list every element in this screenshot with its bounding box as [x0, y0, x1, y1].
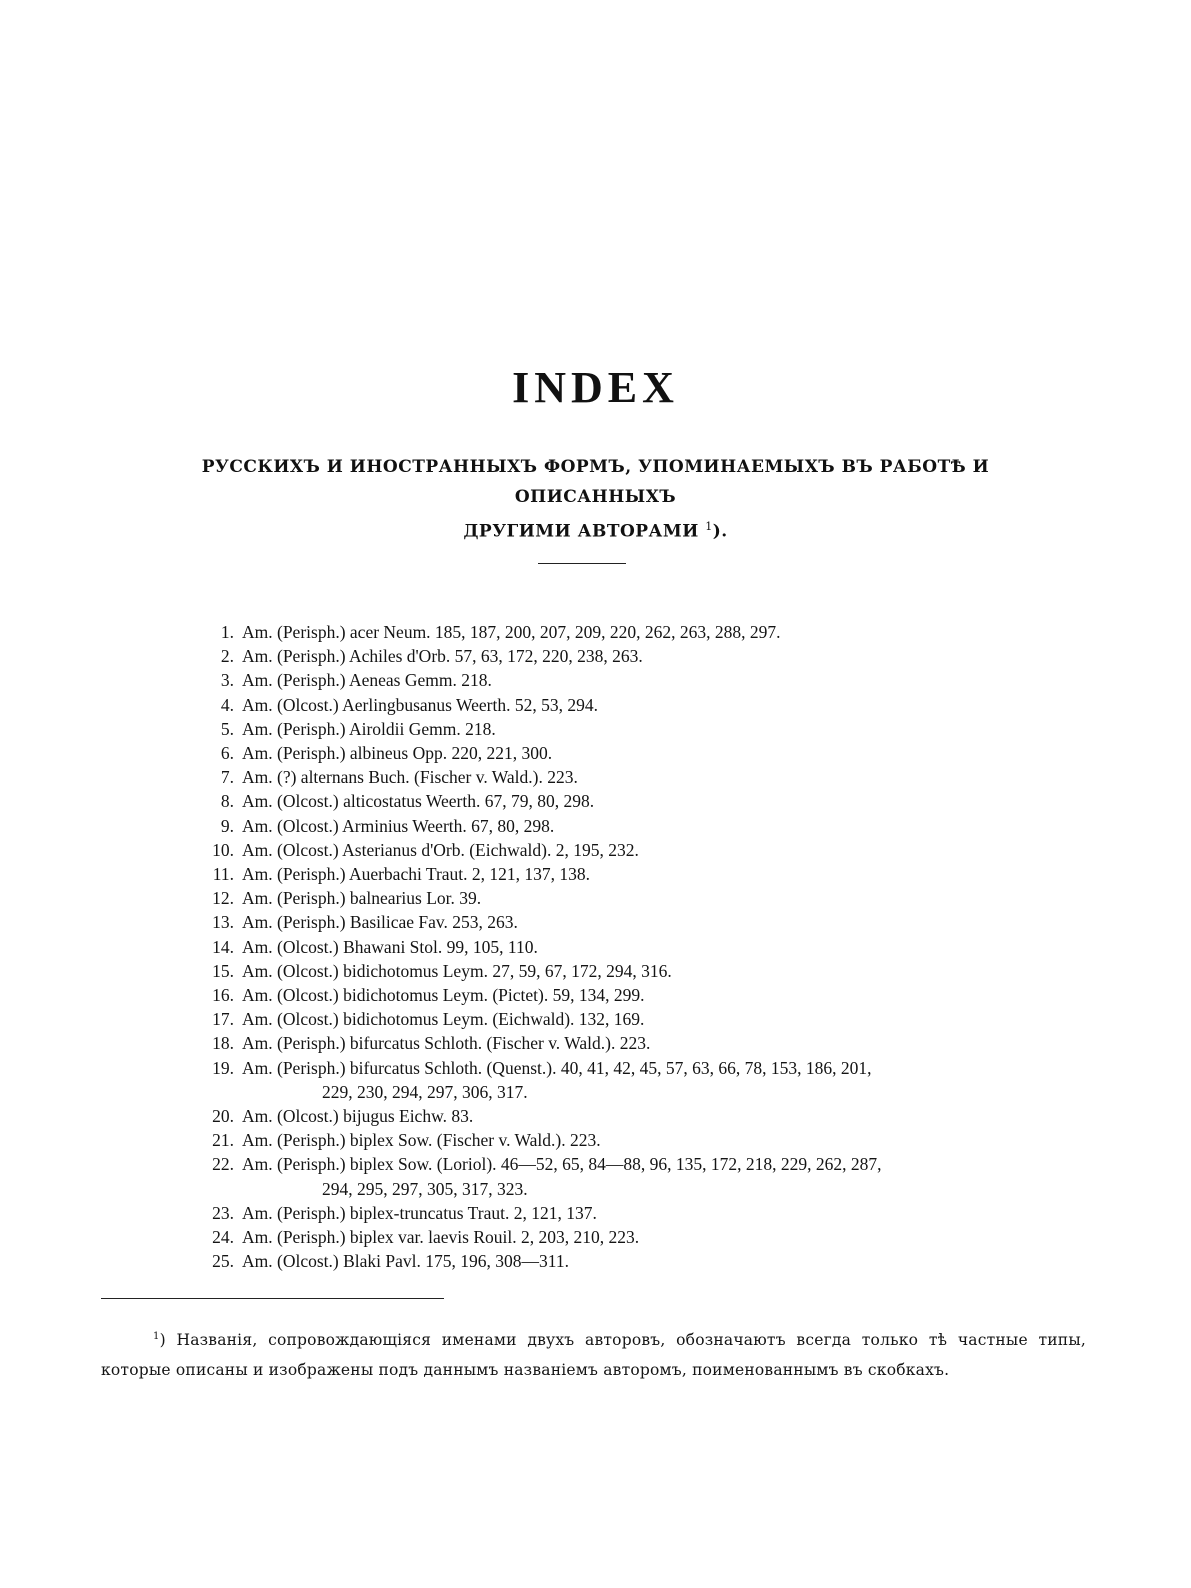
footnote — [101, 1322, 1086, 1385]
entry-text: Am. (Olcost.) alticostatus Weerth. 67, 79, 80, 298. — [242, 791, 595, 812]
index-entry — [200, 1201, 1090, 1225]
entry-number: 9. — [220, 815, 234, 836]
index-list — [200, 620, 1090, 1273]
index-entry — [200, 644, 1090, 668]
subtitle-line-2-text: ДРУГИМИ АВТОРАМИ — [463, 521, 699, 542]
index-entry — [200, 886, 1090, 910]
entry-body — [234, 838, 1090, 862]
entry-text: Am. (Perisph.) Aeneas Gemm. 218. — [242, 670, 492, 691]
entry-text: Am. (Olcost.) Asterianus d'Orb. (Eichwald). 2, 195, 232. — [242, 839, 639, 860]
entry-body — [234, 1031, 1090, 1055]
entry-text: Am. (Olcost.) Aerlingbusanus Weerth. 52, 53, 294. — [242, 694, 598, 715]
entry-text: Am. (Perisph.) biplex-truncatus Traut. 2, 121, 137. — [242, 1202, 597, 1223]
entry-number: 14. — [212, 936, 234, 957]
entry-body — [234, 741, 1090, 765]
index-entry — [200, 789, 1090, 813]
entry-continuation: 294, 295, 297, 305, 317, 323. — [322, 1178, 528, 1199]
entry-number: 15. — [212, 960, 234, 981]
subtitle — [140, 452, 1051, 547]
entry-text: Am. (Perisph.) biplex var. laevis Rouil. 2, 203, 210, 223. — [242, 1227, 640, 1248]
index-entry — [200, 717, 1090, 741]
index-entry — [200, 1007, 1090, 1031]
entry-number: 10. — [212, 839, 234, 860]
entry-body — [234, 1225, 1090, 1249]
entry-text: Am. (Olcost.) Bhawani Stol. 99, 105, 110. — [242, 936, 538, 957]
entry-text: Am. (Perisph.) bifurcatus Schloth. (Fischer v. Wald.). 223. — [242, 1033, 651, 1054]
entry-number: 11. — [212, 864, 234, 885]
entry-body — [234, 668, 1090, 692]
footnote-mark: 1 — [153, 1331, 160, 1342]
entry-text: Am. (Perisph.) Auerbachi Traut. 2, 121, 137, 138. — [242, 864, 591, 885]
entry-text: Am. (Perisph.) acer Neum. 185, 187, 200, 207, 209, 220, 262, 263, 288, 297. — [242, 622, 781, 642]
entry-text: Am. (Olcost.) bidichotomus Leym. (Pictet). 59, 134, 299. — [242, 985, 645, 1006]
index-entry — [200, 668, 1090, 692]
entry-number: 13. — [212, 912, 234, 933]
index-entry — [200, 910, 1090, 934]
index-entry — [200, 1031, 1090, 1055]
entry-body — [234, 983, 1090, 1007]
entry-text: Am. (Perisph.) biplex Sow. (Loriol). 46—52, 65, 84—88, 96, 135, 172, 218, 229, 262, 287, — [242, 1154, 882, 1175]
entry-number: 4. — [220, 694, 234, 715]
entry-body — [234, 717, 1090, 741]
entry-number: 1. — [220, 622, 234, 642]
entry-continuation: 229, 230, 294, 297, 306, 317. — [322, 1081, 528, 1102]
entry-number: 18. — [212, 1033, 234, 1054]
entry-number: 20. — [212, 1106, 234, 1127]
entry-text: Am. (Perisph.) biplex Sow. (Fischer v. Wald.). 223. — [242, 1130, 601, 1151]
index-entry — [200, 693, 1090, 717]
entry-text: Am. (Olcost.) Arminius Weerth. 67, 80, 298. — [242, 815, 555, 836]
entry-body — [234, 1056, 1090, 1104]
index-entry — [200, 814, 1090, 838]
index-entry — [200, 741, 1090, 765]
entry-text: Am. (Olcost.) bijugus Eichw. 83. — [242, 1106, 474, 1127]
entry-body — [234, 886, 1090, 910]
index-entry — [200, 765, 1090, 789]
index-entry — [200, 983, 1090, 1007]
index-entry — [200, 1152, 1090, 1200]
index-entry — [200, 620, 1090, 644]
entry-number: 2. — [220, 646, 234, 667]
entry-text: Am. (Olcost.) bidichotomus Leym. (Eichwald). 132, 169. — [242, 1009, 645, 1030]
entry-body — [234, 959, 1090, 983]
footnote-divider — [101, 1298, 444, 1299]
entry-text: Am. (Olcost.) bidichotomus Leym. 27, 59, 67, 172, 294, 316. — [242, 960, 672, 981]
entry-number: 25. — [212, 1251, 234, 1272]
entry-body — [234, 765, 1090, 789]
entry-body — [234, 620, 1090, 644]
index-entry — [200, 935, 1090, 959]
subtitle-line-2 — [140, 512, 1051, 547]
index-entry — [200, 862, 1090, 886]
entry-body — [234, 1152, 1090, 1200]
entry-body — [234, 789, 1090, 813]
entry-body — [234, 1007, 1090, 1031]
entry-number: 19. — [212, 1057, 234, 1078]
entry-body — [234, 1249, 1090, 1273]
entry-number: 3. — [220, 670, 234, 691]
footnote-text: ) Названія, сопровождающіяся именами двухъ авторовъ, обозначаютъ всегда только тѣ частные типы, которые описаны и изображены подъ даннымъ названіемъ авторомъ, поименованнымъ въ скобкахъ. — [101, 1331, 1086, 1380]
entry-number: 6. — [220, 743, 234, 764]
entry-number: 23. — [212, 1202, 234, 1223]
index-entry — [200, 1104, 1090, 1128]
entry-number: 21. — [212, 1130, 234, 1151]
index-entry — [200, 1128, 1090, 1152]
entry-body — [234, 1128, 1090, 1152]
title-divider — [538, 563, 626, 564]
entry-text: Am. (Perisph.) Basilicae Fav. 253, 263. — [242, 912, 518, 933]
entry-body — [234, 1201, 1090, 1225]
entry-text: Am. (Perisph.) Achiles d'Orb. 57, 63, 172, 220, 238, 263. — [242, 646, 643, 667]
entry-number: 16. — [212, 985, 234, 1006]
entry-number: 5. — [220, 718, 234, 739]
subtitle-tail: ). — [712, 521, 728, 542]
entry-text: Am. (Olcost.) Blaki Pavl. 175, 196, 308—311. — [242, 1251, 569, 1272]
index-entry — [200, 1225, 1090, 1249]
entry-body — [234, 862, 1090, 886]
index-entry — [200, 1249, 1090, 1273]
entry-body — [234, 644, 1090, 668]
page-title: INDEX — [512, 363, 679, 412]
entry-text: Am. (Perisph.) Airoldii Gemm. 218. — [242, 718, 496, 739]
entry-text: Am. (Perisph.) albineus Opp. 220, 221, 300. — [242, 743, 553, 764]
index-entry — [200, 1056, 1090, 1104]
entry-number: 22. — [212, 1154, 234, 1175]
entry-body — [234, 1104, 1090, 1128]
entry-number: 8. — [220, 791, 234, 812]
entry-body — [234, 910, 1090, 934]
entry-text: Am. (?) alternans Buch. (Fischer v. Wald.). 223. — [242, 767, 578, 788]
entry-text: Am. (Perisph.) balnearius Lor. 39. — [242, 888, 482, 909]
entry-number: 24. — [212, 1227, 234, 1248]
entry-text: Am. (Perisph.) bifurcatus Schloth. (Quenst.). 40, 41, 42, 45, 57, 63, 66, 78, 153, 186, 201, — [242, 1057, 872, 1078]
entry-number: 17. — [212, 1009, 234, 1030]
footnote-reference: 1 — [705, 520, 713, 533]
entry-body — [234, 935, 1090, 959]
entry-number: 7. — [220, 767, 234, 788]
entry-body — [234, 814, 1090, 838]
entry-body — [234, 693, 1090, 717]
index-entry — [200, 959, 1090, 983]
subtitle-line-1: РУССКИХЪ И ИНОСТРАННЫХЪ ФОРМЪ, УПОМИНАЕМЫХЪ ВЪ РАБОТѢ И ОПИСАННЫХЪ — [201, 457, 990, 507]
entry-number: 12. — [212, 888, 234, 909]
index-entry — [200, 838, 1090, 862]
